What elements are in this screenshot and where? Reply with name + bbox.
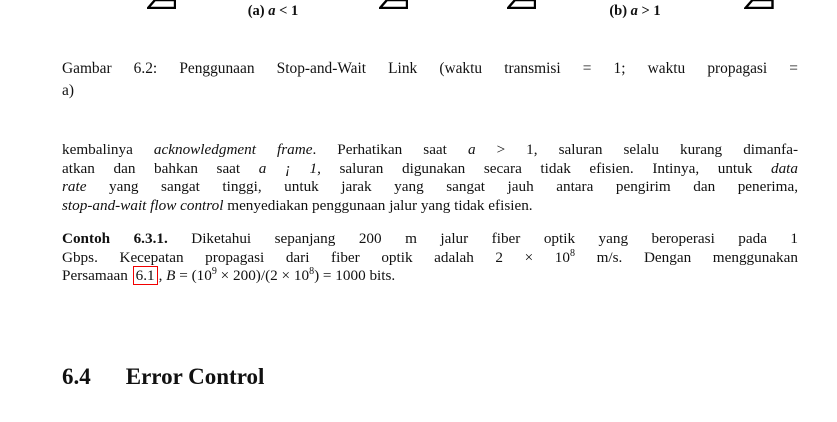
section-title: Error Control: [125, 364, 265, 389]
paragraph-line: [62, 141, 798, 160]
text-run: data: [770, 159, 798, 177]
text-run: > 1, saluran selalu kurang dimanfa-: [475, 141, 799, 158]
equation-ref-link[interactable]: 6.1: [133, 266, 158, 285]
text-run: atkan dan bahkan saat: [62, 159, 259, 177]
paragraph-line: [62, 267, 798, 286]
figure-caption-line: [62, 58, 798, 80]
paragraph-line: [62, 160, 798, 179]
section-number: 6.4: [62, 364, 91, 389]
paragraph-line: [62, 178, 798, 197]
text-run: (b): [609, 3, 631, 19]
text-run: Gambar 6.2: Penggunaan Stop-and-Wait Link (waktu transmisi = 1; waktu propagasi =: [62, 60, 798, 77]
text-run: Gbps. Kecepatan propagasi dari fiber optik adalah 2 × 10: [62, 248, 570, 266]
text-run: acknowledgment frame: [153, 141, 313, 158]
section-heading: [62, 363, 264, 391]
paragraph-line: [62, 197, 798, 216]
text-run: , saluran digunakan secara tidak efisien. Intinya, untuk: [317, 159, 771, 177]
text-run: stop-and-wait flow control: [62, 196, 224, 214]
frame-icon: [744, 0, 774, 9]
example-paragraph: [62, 230, 798, 286]
body-paragraph: [62, 141, 798, 215]
text-run: rate: [62, 178, 87, 195]
text-run: a: [630, 3, 638, 19]
paragraph-line: [62, 230, 798, 249]
text-run: a ¡ 1: [258, 159, 318, 177]
text-run: < 1: [275, 3, 299, 19]
text-run: Persamaan: [62, 267, 132, 284]
text-run: = (10: [175, 267, 212, 284]
frame-icon: [147, 0, 176, 9]
text-run: a): [62, 82, 74, 99]
text-run: > 1: [637, 3, 661, 19]
text-run: menyediakan penggunaan jalur yang tidak efisien.: [223, 196, 533, 214]
text-run: yang sangat tinggi, untuk jarak yang sangat jauh antara pengirim dan penerima,: [86, 178, 798, 195]
frame-icon: [379, 0, 408, 9]
text-run: Contoh 6.3.1.: [62, 230, 168, 247]
text-run: 9: [211, 266, 217, 277]
figure-subcaption-b: [575, 3, 695, 19]
figure-subcaption-a: [213, 3, 333, 19]
text-run: ) = 1000 bits.: [314, 267, 396, 284]
text-run: (a): [247, 3, 269, 19]
text-run: 8: [569, 247, 575, 259]
text-run: B: [166, 267, 176, 284]
text-run: 8: [309, 266, 315, 277]
figure-caption-line: [62, 80, 798, 102]
paragraph-line: [62, 249, 798, 268]
text-run: m/s. Dengan menggunakan: [574, 248, 798, 266]
text-run: kembalinya: [62, 141, 154, 158]
text-run: a: [467, 141, 476, 158]
text-run: Diketahui sepanjang 200 m jalur fiber optik yang beroperasi pada 1: [167, 230, 799, 247]
frame-icon: [507, 0, 536, 9]
figure-caption: [62, 58, 798, 102]
text-run: . Perhatikan saat: [312, 141, 468, 158]
figure-fragment: [0, 0, 837, 22]
text-run: a: [268, 3, 276, 19]
text-run: × 200)/(2 × 10: [216, 267, 310, 284]
text-run: ,: [158, 267, 167, 284]
